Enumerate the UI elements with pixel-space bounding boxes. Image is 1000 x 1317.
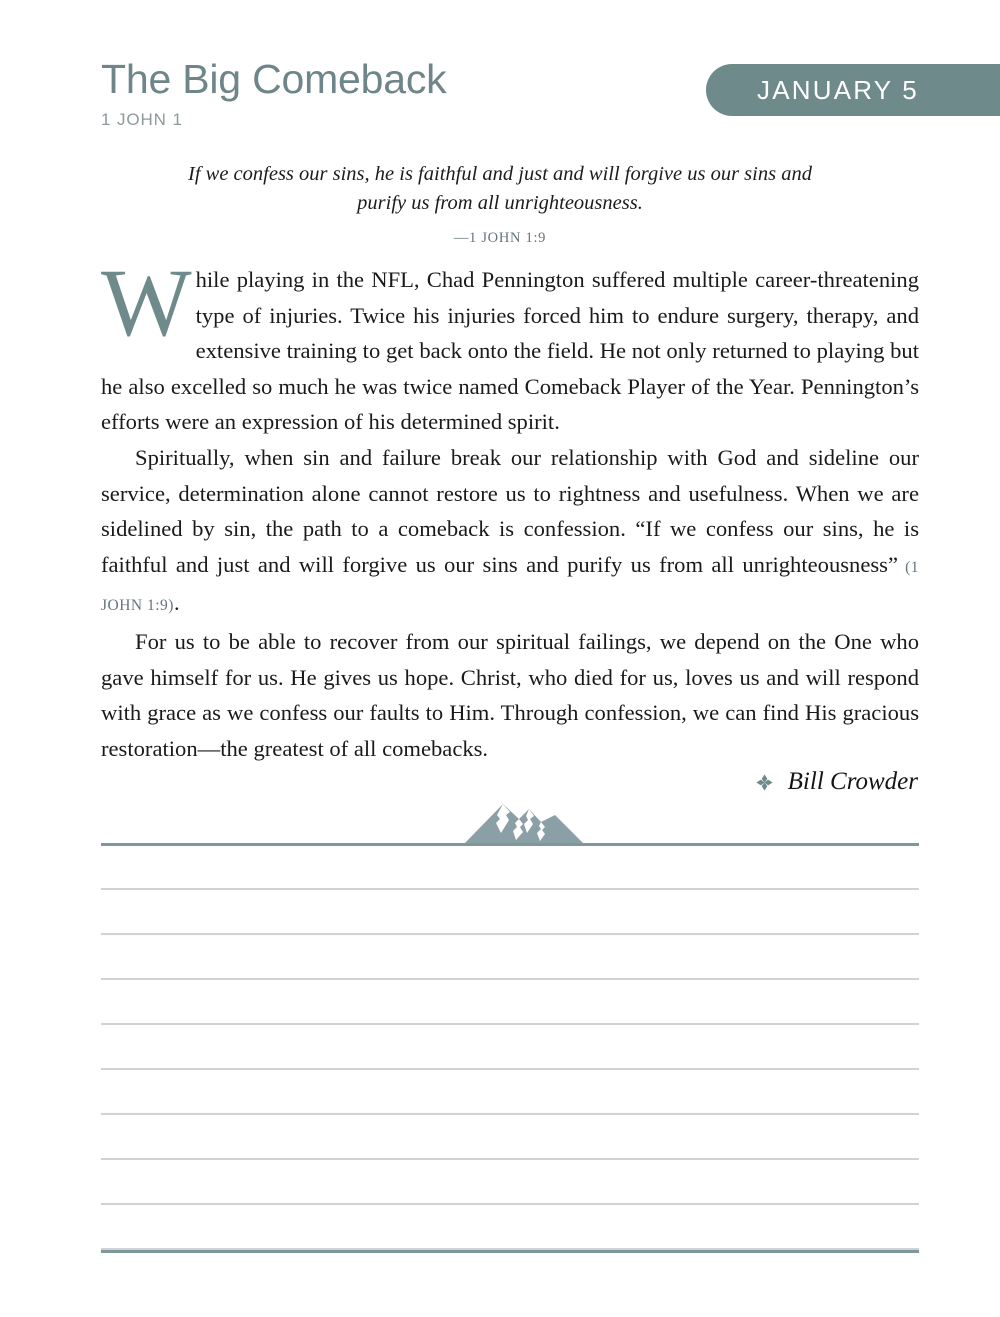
note-line — [101, 933, 919, 935]
body-paragraph-1-text: hile playing in the NFL, Chad Pennington suffered multiple career-threatening type of injuries. Twice his injuries forced him to endure surgery, therapy, and extensive training to get back onto the field. He not only returned to playing but he also excelled so much he was twice named Comeback Player of the Year. Pennington’s efforts were an expression of his determined spirit. — [101, 267, 919, 435]
body-paragraph-3-text: For us to be able to recover from our spiritual failings, we depend on the One who gave himself for us. He gives us hope. Christ, who died for us, loves us and will respond with grace as we confess our faults to Him. Through confession, we can find His gracious restoration—the greatest of all comebacks. — [101, 628, 919, 761]
notes-divider-rule — [101, 843, 919, 846]
note-line — [101, 978, 919, 980]
body-paragraph-2-text: Spiritually, when sin and failure break our relationship with God and sideline our service, determination alone cannot restore us to rightness and usefulness. When we are sidelined by sin, the path to a comeback is confession. “If we confess our sins, he is faithful and just and will forgive us our sins and purify us from all unrighteousness” — [101, 444, 919, 577]
body-paragraph-3 — [101, 624, 919, 766]
body-paragraph-2 — [101, 440, 919, 624]
scripture-passage-subtitle: 1 JOHN 1 — [101, 110, 183, 129]
author-name: Bill Crowder — [787, 768, 918, 795]
note-line — [101, 888, 919, 890]
page-title: The Big Comeback — [101, 56, 447, 102]
date-banner-label: JANUARY 5 — [757, 74, 919, 105]
notes-bottom-rule — [101, 1250, 919, 1253]
mountain-illustration-wrap — [101, 795, 919, 845]
note-line — [101, 1113, 919, 1115]
note-line — [101, 1023, 919, 1025]
mountain-illustration-icon — [463, 795, 585, 845]
body-paragraph-2-tail: . — [173, 590, 180, 616]
date-banner — [706, 64, 1000, 116]
note-line — [101, 1068, 919, 1070]
page-header — [0, 0, 1000, 150]
note-line — [101, 1158, 919, 1160]
epigraph-block — [180, 160, 820, 247]
devotional-body — [101, 249, 919, 766]
epigraph-verse-reference: —1 JOHN 1:9 — [453, 230, 547, 247]
floret-ornament-icon — [755, 773, 774, 792]
inline-scripture-reference: (1 JOHN 1:9) — [101, 558, 919, 615]
drop-cap: W — [101, 249, 192, 356]
body-paragraph-1 — [101, 249, 919, 440]
author-byline — [755, 768, 918, 796]
note-line — [101, 1203, 919, 1205]
epigraph-verse-text: If we confess our sins, he is faithful and just and will forgive us our sins and purify us from all unrighteousness. — [188, 163, 812, 215]
